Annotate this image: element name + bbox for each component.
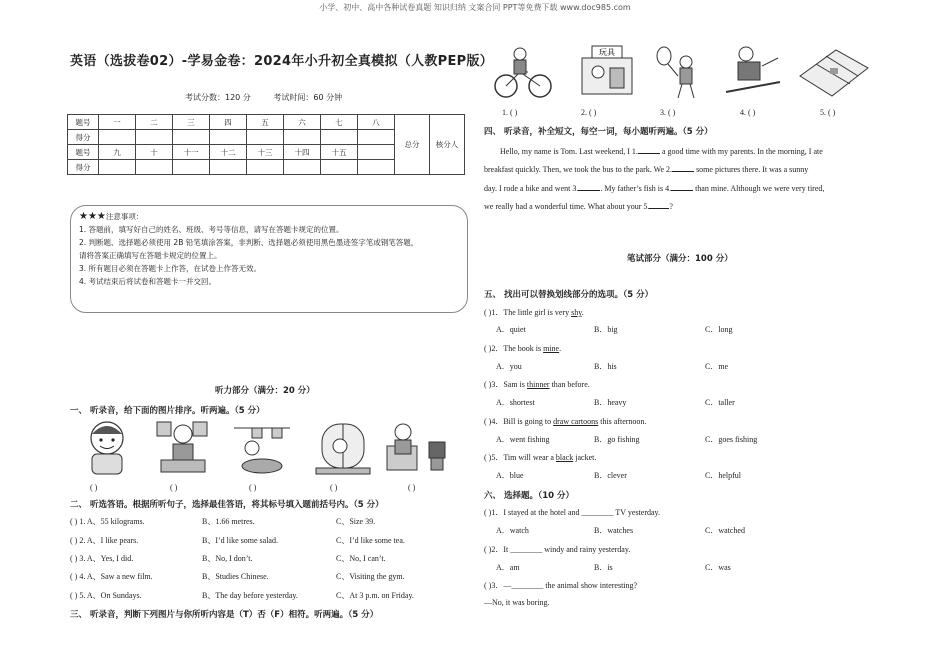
notes-item: 2. 判断题、选择题必须使用 2B 铅笔填涂答案，非判断、选择题必须使用黑色墨迹签字笔或钢笔答题， — [79, 238, 419, 247]
section-2-title: 二、 听选答语。根据所听句子，选择最佳答语，将其标号填入题前括号内。（5 分） — [70, 500, 384, 510]
passage-text: . My father’s fish is 4. — [600, 183, 672, 193]
table-cell: 十 — [136, 145, 173, 160]
toy-shop-illustration — [574, 42, 636, 102]
passage-text: than mine. Although we were very tired, — [693, 183, 825, 193]
option-a: A．am — [496, 563, 520, 572]
option-a: A．you — [496, 362, 522, 371]
section-1-title: 一、 听录音，给下面的图片排序。听两遍。（5 分） — [70, 406, 265, 416]
passage-text: breakfast quickly. Then, we took the bus to the park. We 2. — [484, 165, 673, 174]
answer-bracket[interactable]: ( ) — [249, 483, 257, 492]
table-cell: 七 — [321, 115, 358, 130]
listening-title: 听力部分（满分：20 分） — [215, 386, 315, 396]
blank-3[interactable] — [578, 190, 600, 191]
question-text: ( )4．Bill is going to draw cartoons this afternoon. — [484, 417, 647, 426]
table-cell: 得分 — [68, 160, 99, 175]
question-text: ( )5．Tim will wear a black jacket. — [484, 453, 597, 462]
header-note: 小学、初中、高中各种试卷真题 知识归纳 文案合同 PPT等免费下载 www.doc985.com — [319, 3, 631, 12]
table-cell: 十三 — [247, 145, 284, 160]
option-b: B．heavy — [594, 398, 627, 407]
question-text: ( )2．The book is mine. — [484, 344, 562, 353]
option-b: B、The day before yesterday. — [202, 591, 298, 600]
option-b: B、1.66 metres. — [202, 517, 255, 526]
blank-2[interactable] — [672, 171, 694, 172]
table-cell: 四 — [210, 115, 247, 130]
table-cell: 六 — [284, 115, 321, 130]
question-text: ( ) 4. A、Saw a new film. — [70, 572, 153, 581]
passage-text: ? — [669, 202, 673, 211]
answer-bracket[interactable]: ( ) — [90, 483, 98, 492]
page-title: 英语（选拔卷02）-学易金卷：2024年小升初全真模拟（人教PEP版） — [70, 54, 494, 69]
notes-item: 请将答案正确填写在答题卡规定的位置上。 — [79, 251, 222, 260]
cyclist-illustration — [492, 44, 554, 100]
table-cell: 十一 — [173, 145, 210, 160]
passage-text: a good time with my parents. In the morning, I ate — [659, 147, 823, 156]
passage-text: we really had a wonderful time. What about your 5. — [484, 202, 650, 211]
notes-title: 注意事项： — [105, 212, 144, 221]
option-b: B．watches — [594, 526, 634, 535]
option-c: C、Visiting the gym. — [336, 572, 405, 581]
question-text: ( )2．It ________ windy and rainy yesterday. — [484, 545, 631, 554]
table-cell: 一 — [99, 115, 136, 130]
section-6-title: 六、 选择题。（10 分） — [484, 491, 574, 501]
notes-item: 4. 考试结束后将试卷和答题卡一并交回。 — [79, 277, 217, 286]
boy-illustration — [78, 418, 136, 476]
option-a: A．watch — [496, 526, 529, 535]
option-a: A．went fishing — [496, 435, 550, 444]
option-c: C、Size 39. — [336, 517, 376, 526]
passage-text: some pictures there. It was a sunny — [694, 165, 809, 174]
question-text: ( ) 3. A、Yes, I did. — [70, 554, 134, 563]
blank-1[interactable] — [638, 153, 660, 154]
option-c: C．was — [705, 563, 731, 572]
store-sign: 玩具 — [599, 48, 615, 57]
option-c: C、I’d like some tea. — [336, 536, 405, 545]
option-b: B．big — [594, 325, 618, 334]
table-cell: 十四 — [284, 145, 321, 160]
score-info: 考试分数：120 分 — [185, 93, 251, 102]
exam-meta — [185, 92, 362, 103]
section-3-title: 三、 听录音，判断下列图片与你所听内容是（T）否（F）相符。听两遍。（5 分） — [70, 610, 379, 620]
star-icon: ★★★ — [79, 211, 106, 222]
table-cell: 九 — [99, 145, 136, 160]
passage-text: day. I rode a bike and went 3. — [484, 183, 579, 193]
badminton-illustration — [652, 44, 712, 100]
table-cell: 题号 — [68, 115, 99, 130]
option-c: C．watched — [705, 526, 745, 535]
girl-table-illustration — [155, 418, 210, 476]
section-5-title: 五、 找出可以替换划线部分的选项。（5 分） — [484, 290, 654, 300]
answer-bracket[interactable]: ( ) — [330, 483, 338, 492]
option-c: C．me — [705, 362, 729, 371]
passage — [500, 142, 885, 161]
table-cell: 八 — [358, 115, 395, 130]
answer-bracket[interactable]: 5. ( ) — [820, 108, 836, 117]
table-cell: 十二 — [210, 145, 247, 160]
answer-bracket[interactable]: ( ) — [408, 483, 416, 492]
answer-bracket[interactable]: 2. ( ) — [581, 108, 597, 117]
question-text: —No, it was boring. — [484, 598, 550, 607]
written-title: 笔试部分（满分：100 分） — [627, 254, 733, 264]
passage-text: Hello, my name is Tom. Last weekend, I 1. — [500, 147, 638, 156]
table-cell: 得分 — [68, 130, 99, 145]
answer-bracket[interactable]: 1. ( ) — [502, 108, 518, 117]
question-text: ( )3．Sam is thinner than before. — [484, 380, 590, 389]
table-cell: 三 — [173, 115, 210, 130]
score-table — [67, 114, 465, 175]
skier-illustration — [722, 42, 784, 102]
question-text: ( )1．The little girl is very shy. — [484, 308, 584, 317]
option-b: B．go fishing — [594, 435, 640, 444]
question-text: ( ) 1. A、55 kilograms. — [70, 517, 145, 526]
option-c: C．taller — [705, 398, 735, 407]
question-text: ( )1．I stayed at the hotel and ________ TV yesterday. — [484, 508, 661, 517]
option-b: B、I’d like some salad. — [202, 536, 278, 545]
table-cell: 二 — [136, 115, 173, 130]
passage-cont — [484, 161, 884, 217]
option-b: B．clever — [594, 471, 627, 480]
table-cell: 十五 — [321, 145, 358, 160]
answer-bracket[interactable]: 3. ( ) — [660, 108, 676, 117]
table-cell: 总分 — [395, 115, 430, 175]
option-b: B、No, I don’t. — [202, 554, 253, 563]
notes-item: 1. 答题前，填写好自己的姓名、班级、考号等信息，请写在答题卡规定的位置。 — [79, 225, 344, 234]
option-c: C、At 3 p.m. on Friday. — [336, 591, 414, 600]
question-text: ( ) 2. A、I like pears. — [70, 536, 139, 545]
question-text: ( ) 5. A、On Sundays. — [70, 591, 142, 600]
table-cell: 五 — [247, 115, 284, 130]
answer-bracket[interactable]: ( ) — [170, 483, 178, 492]
option-a: A．shortest — [496, 398, 535, 407]
blank-4[interactable] — [671, 190, 693, 191]
question-text: ( )3．—________ the animal show interesting? — [484, 581, 638, 590]
notes-item: 3. 所有题目必须在答题卡上作答，在试卷上作答无效。 — [79, 264, 262, 273]
answer-bracket[interactable]: 4. ( ) — [740, 108, 756, 117]
map-illustration — [796, 46, 870, 100]
time-info: 考试时间：60 分钟 — [273, 93, 343, 102]
option-c: C．long — [705, 325, 733, 334]
option-b: B．is — [594, 563, 613, 572]
notes-box — [70, 205, 468, 313]
option-a: A．quiet — [496, 325, 526, 334]
window-man-illustration — [312, 420, 372, 476]
table-cell: 题号 — [68, 145, 99, 160]
option-c: C、No, I can’t. — [336, 554, 386, 563]
option-c: C．goes fishing — [705, 435, 758, 444]
option-b: B．his — [594, 362, 617, 371]
option-c: C．helpful — [705, 471, 741, 480]
blank-5[interactable] — [649, 208, 669, 209]
table-cell: 核分人 — [430, 115, 465, 175]
section-4-title: 四、 听录音，补全短文，每空一词，每小题听两遍。（5 分） — [484, 127, 713, 137]
option-b: B、Studies Chinese. — [202, 572, 269, 581]
girl-washing-illustration — [232, 420, 292, 476]
man-tv-illustration — [383, 420, 449, 476]
option-a: A．blue — [496, 471, 524, 480]
